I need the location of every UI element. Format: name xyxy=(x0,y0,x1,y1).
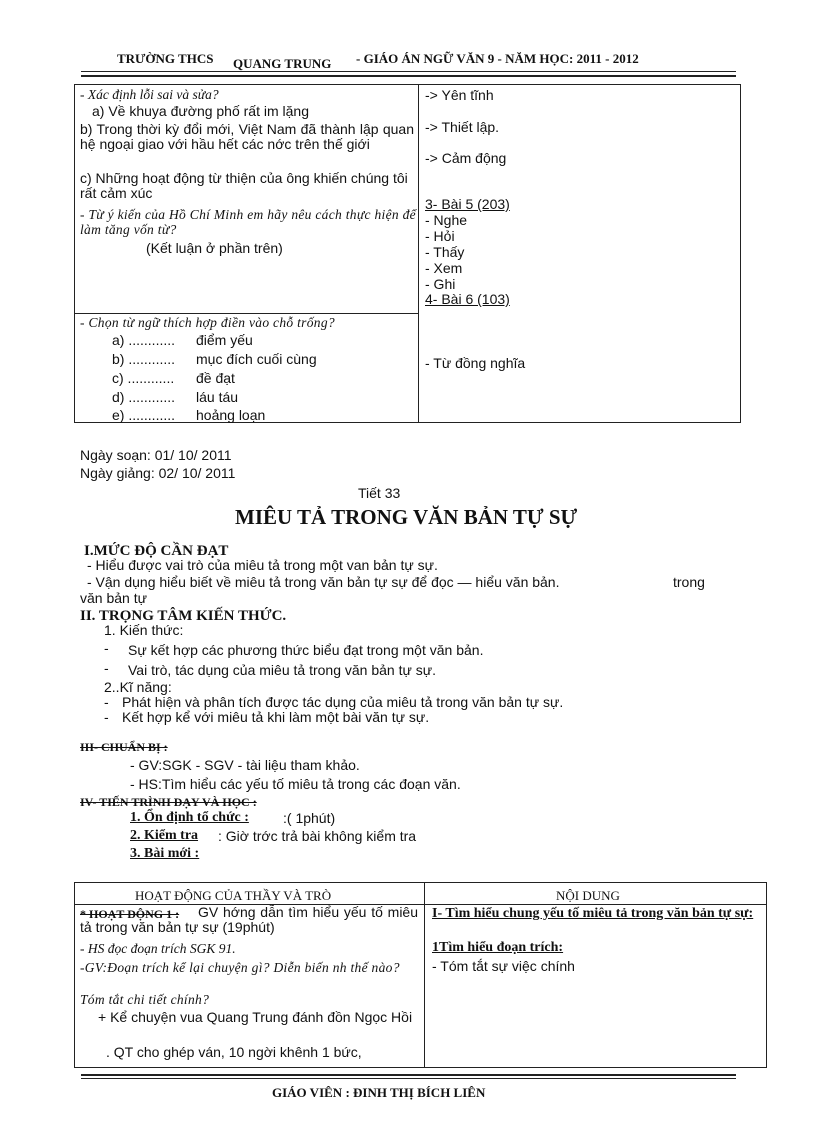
t1-q1: - Xác định lỗi sai và sửa? xyxy=(80,87,219,102)
t2-ke: + Kể chuyện vua Quang Trung đánh đồn Ngọc Hồi xyxy=(98,1009,413,1025)
fill-b-word: mục đích cuối cùng xyxy=(196,351,317,367)
header-school: TRƯỜNG THCS xyxy=(117,51,214,66)
fill-d-word: láu táu xyxy=(196,389,239,405)
t1-item-nghe: - Nghe xyxy=(425,212,468,228)
t2-hd1-text xyxy=(80,905,418,935)
section4-s1b: :( 1phút) xyxy=(283,810,336,826)
fill-b-label: b) ............ xyxy=(112,351,176,367)
section2-k2: 2..Kĩ năng: xyxy=(104,679,172,695)
t2-r3: - Tóm tắt sự việc chính xyxy=(432,958,575,974)
t2-head-right: NỘI DUNG xyxy=(556,888,620,903)
section3-gv: - GV:SGK - SGV - tài liệu tham khảo. xyxy=(130,757,360,773)
section2-k2b: Kết hợp kể với miêu tả khi làm một bài văn tự sự. xyxy=(122,709,430,725)
t2-gvq: -GV:Đoạn trích kể lại chuyện gì? Diễn biến nh thế nào? xyxy=(80,960,400,975)
t2-tomtat: Tóm tắt chi tiết chính? xyxy=(80,992,210,1007)
t1-q2-ans: (Kết luận ở phần trên) xyxy=(146,240,283,256)
section2-k1b: Vai trò, tác dụng của miêu tả trong văn bản tự sự. xyxy=(128,662,436,678)
section3-hs: - HS:Tìm hiểu các yếu tố miêu tả trong các đoạn văn. xyxy=(130,776,461,792)
t1-bai5: 3- Bài 5 (203) xyxy=(425,196,510,212)
section2-k1a: Sự kết hợp các phương thức biểu đạt trong một văn bản. xyxy=(128,642,484,658)
t2-head-left: HOẠT ĐỘNG CỦA THẦY VÀ TRÒ xyxy=(135,888,332,903)
t2-hd1-text-span: GV hớng dẫn tìm hiểu yếu tố miêu tả trong văn bản tự sự (19phút) xyxy=(80,904,418,935)
t1-r2: -> Thiết lập. xyxy=(425,119,500,135)
fill-a-word: điểm yếu xyxy=(196,332,253,348)
section1-l1: - Hiểu được vai trò của miêu tả trong một van bản tự sự. xyxy=(87,557,438,573)
footer-teacher: GIÁO VIÊN : ĐINH THỊ BÍCH LIÊN xyxy=(272,1085,486,1100)
section2-k1: 1. Kiến thức: xyxy=(104,622,184,638)
section2-k2a: Phát hiện và phân tích được tác dụng của miêu tả trong văn bản tự sự. xyxy=(122,694,564,710)
t1-b: b) Trong thời kỳ đổi mới, Việt Nam đã thành lập quan hệ ngoại giao với hầu hết các nớc trên thế giới xyxy=(80,121,414,152)
header-title: - GIÁO ÁN NGỮ VĂN 9 - NĂM HỌC: 2011 - 2012 xyxy=(356,51,639,66)
section1-l2b: trong xyxy=(673,574,705,590)
section4-heading: IV- TIẾN TRÌNH DẠY VÀ HỌC : xyxy=(80,795,257,809)
section4-s2: 2. Kiểm tra xyxy=(130,828,199,843)
t1-r3: -> Cảm động xyxy=(425,150,507,166)
header-rule-1 xyxy=(81,71,736,72)
t2-r2: 1Tìm hiểu đoạn trích: xyxy=(432,940,564,955)
section4-s2b: : Giờ trớc trả bài không kiểm tra xyxy=(218,828,417,844)
fill-c-label: c) ............ xyxy=(112,370,175,386)
section2-heading: II. TRỌNG TÂM KIẾN THỨC. xyxy=(80,608,287,624)
t2-hd1-label: * HOẠT ĐỘNG 1 : xyxy=(80,907,180,921)
t1-c: c) Những hoạt động từ thiện của ông khiến chúng tôi rất cảm xúc xyxy=(80,170,408,201)
fill-d-label: d) ............ xyxy=(112,389,176,405)
t1-q2: - Từ ý kiến của Hồ Chí Minh em hãy nêu cách thực hiện để làm tăng vốn từ? xyxy=(80,207,416,237)
t1-item-thay: - Thấy xyxy=(425,244,465,260)
section1-l3: văn bản tự xyxy=(80,590,147,606)
t1-a: a) Về khuya đường phố rất im lặng xyxy=(92,103,310,119)
t1-dongnghia: - Từ đồng nghĩa xyxy=(425,355,526,371)
t1-r1: -> Yên tĩnh xyxy=(425,87,494,103)
lesson-title: MIÊU TẢ TRONG VĂN BẢN TỰ SỰ xyxy=(235,505,578,529)
date-giang: Ngày giảng: 02/ 10/ 2011 xyxy=(80,465,236,481)
dash-1: - xyxy=(104,640,109,656)
section4-s1: 1. Ổn định tổ chức : xyxy=(130,810,249,825)
fill-e-word: hoảng loạn xyxy=(196,407,266,423)
tiet-label: Tiết 33 xyxy=(358,485,401,501)
t2-qt: . QT cho ghép ván, 10 ngời khênh 1 bức, xyxy=(106,1044,362,1060)
fill-a-label: a) ............ xyxy=(112,332,176,348)
t1-item-hoi: - Hỏi xyxy=(425,228,455,244)
dash-2: - xyxy=(104,660,109,676)
t1-bai6: 4- Bài 6 (103) xyxy=(425,291,510,307)
footer-rule-2 xyxy=(81,1078,736,1079)
fill-c-word: đề đạt xyxy=(196,370,235,386)
date-soan: Ngày soạn: 01/ 10/ 2011 xyxy=(80,447,232,463)
dash-3: - xyxy=(104,694,109,710)
dash-4: - xyxy=(104,709,109,725)
section3-heading: III- CHUẨN BỊ : xyxy=(80,740,168,754)
t2-r1: I- Tìm hiểu chung yếu tố miêu tả trong văn bản tự sự: xyxy=(432,906,754,921)
footer-rule-1 xyxy=(81,1074,736,1076)
section4-s3: 3. Bài mới : xyxy=(130,846,200,861)
t1-item-xem: - Xem xyxy=(425,260,463,276)
section1-heading: I.MỨC ĐỘ CẦN ĐẠT xyxy=(84,543,229,559)
header-rule-2 xyxy=(81,75,736,77)
t1-q3: - Chọn từ ngữ thích hợp điền vào chỗ trống? xyxy=(80,315,335,330)
t2-hs: - HS đọc đoạn trích SGK 91. xyxy=(80,941,236,956)
t1-item-ghi: - Ghi xyxy=(425,276,456,292)
section1-l2: - Vận dụng hiểu biết về miêu tả trong văn bản tự sự để đọc — hiểu văn bản. xyxy=(87,574,560,590)
header-school-name: QUANG TRUNG xyxy=(233,56,332,71)
fill-e-label: e) ............ xyxy=(112,407,176,423)
